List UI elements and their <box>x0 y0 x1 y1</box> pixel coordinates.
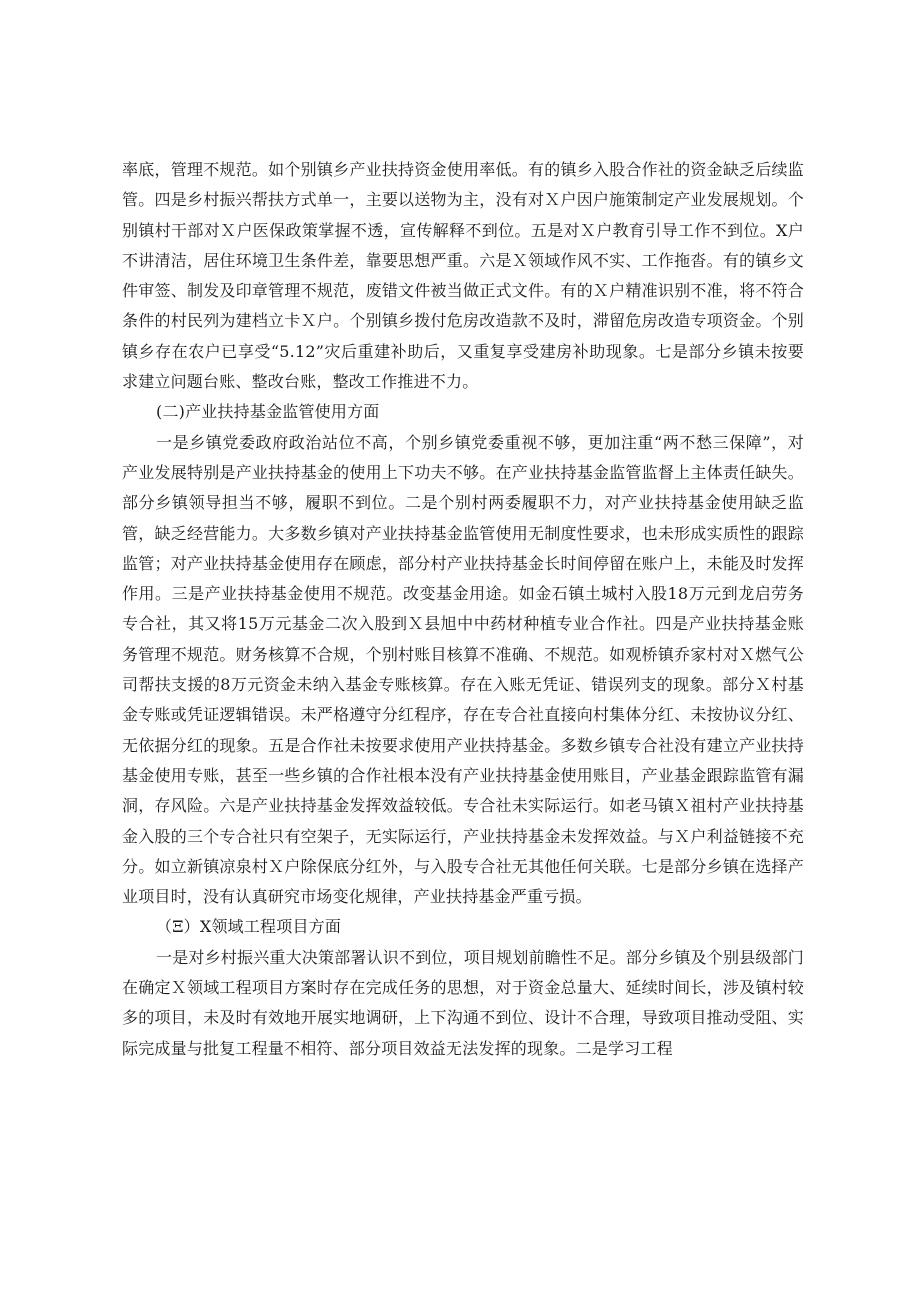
document-body <box>122 155 804 1064</box>
paragraph-continuation: 率底，管理不规范。如个别镇乡产业扶持资金使用率低。有的镇乡入股合作社的资金缺乏后续监管。四是乡村振兴帮扶方式单一，主要以送物为主，没有对Ｘ户因户施策制定产业发展规划。个别镇村干部对Ｘ户医保政策掌握不透，宣传解释不到位。五是对Ｘ户教育引导工作不到位。X户不讲清洁，居住环境卫生条件差，靠要思想严重。六是Ｘ领域作风不实、工作拖沓。有的镇乡文件审签、制发及印章管理不规范，废错文件被当做正式文件。有的Ｘ户精准识别不准，将不符合条件的村民列为建档立卡Ｘ户。个别镇乡拨付危房改造款不及时，滞留危房改造专项资金。个别镇乡存在农户已享受“5.12”灾后重建补助后，又重复享受建房补助现象。七是部分乡镇未按要求建立问题台账、整改台账，整改工作推进不力。 <box>122 160 804 392</box>
section-heading-engineering-projects: （Ξ）X领域工程项目方面 <box>156 917 342 937</box>
paragraph-industry-fund: 一是乡镇党委政府政治站位不高，个别乡镇党委重视不够，更加注重“两不愁三保障”，对产业发展特别是产业扶持基金的使用上下功夫不够。在产业扶持基金监管监督上主体责任缺失。部分乡镇领导担当不够，履职不到位。二是个别村两委履职不力，对产业扶持基金使用缺乏监管，缺乏经营能力。大多数乡镇对产业扶持基金监管使用无制度性要求，也未形成实质性的跟踪监管；对产业扶持基金使用存在顾虑，部分村产业扶持基金长时间停留在账户上，未能及时发挥作用。三是产业扶持基金使用不规范。改变基金用途。如金石镇土城村入股18万元到龙启劳务专合社，其又将15万元基金二次入股到Ｘ县旭中中药材种植专业合作社。四是产业扶持基金账务管理不规范。财务核算不合规，个别村账目核算不准确、不规范。如观桥镇乔家村对Ｘ燃气公司帮扶支援的8万元资金未纳入基金专账核算。存在入账无凭证、错误列支的现象。部分Ｘ村基金专账或凭证逻辑错误。未严格遵守分红程序，存在专合社直接向村集体分红、未按协议分红、无依据分红的现象。五是合作社未按要求使用产业扶持基金。多数乡镇专合社没有建立产业扶持基金使用专账，甚至一些乡镇的合作社根本没有产业扶持基金使用账目，产业基金跟踪监管有漏洞，存风险。六是产业扶持基金发挥效益较低。专合社未实际运行。如老马镇Ｘ祖村产业扶持基金入股的三个专合社只有空架子，无实际运行，产业扶持基金未发挥效益。与Ｘ户利益链接不充分。如立新镇凉泉村Ｘ户除保底分红外，与入股专合社无其他任何关联。七是部分乡镇在选择产业项目时，没有认真研究市场变化规律，产业扶持基金严重亏损。 <box>122 432 804 907</box>
paragraph-engineering-projects: 一是对乡村振兴重大决策部署认识不到位，项目规划前瞻性不足。部分乡镇及个别县级部门在确定Ｘ领域工程项目方案时存在完成任务的思想，对于资金总量大、延续时间长，涉及镇村较多的项目，未及时有效地开展实地调研，上下沟通不到位、设计不合理，导致项目推动受阻、实际完成量与批复工程量不相符、部分项目效益无法发挥的现象。二是学习工程 <box>122 947 805 1058</box>
section-heading-industry-fund: (二)产业扶持基金监管使用方面 <box>156 402 380 422</box>
